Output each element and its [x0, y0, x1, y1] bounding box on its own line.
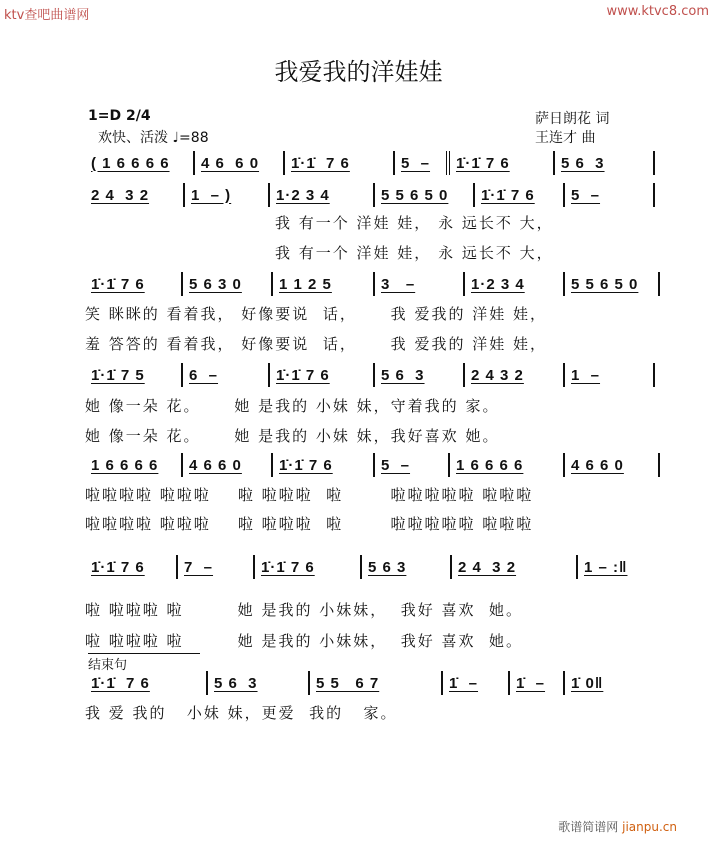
- tempo-marking: 欢快、活泼 ♩=88: [98, 130, 209, 146]
- measure: 1 6 6 6 6: [85, 453, 183, 477]
- measure: 2 4 3 2: [85, 183, 185, 207]
- lyric-line: 笑 眯眯的 看着我， 好像要说 话， 我 爱我的 洋娃 娃，: [85, 305, 547, 323]
- measure: 2 4 3 2: [452, 555, 578, 579]
- measure: 1̇ –: [510, 671, 565, 695]
- lyric-line: 啦啦啦啦 啦啦啦 啦 啦啦啦 啦 啦啦啦啦啦 啦啦啦: [85, 486, 534, 504]
- measure: 1̇·1̇ 7 6: [85, 555, 178, 579]
- measure: 7 –: [178, 555, 255, 579]
- measure: 5 –: [565, 183, 655, 207]
- notation-row: [85, 555, 655, 579]
- ending-phrase-label: 结束句: [88, 653, 200, 673]
- measure: 5 6 3: [208, 671, 310, 695]
- lyricist-credit: 萨日朗花 词: [535, 111, 610, 127]
- measure: 5 6 3 0: [183, 272, 273, 296]
- measure: 1̇·1̇ 7 6: [285, 151, 395, 175]
- lyric-line: 羞 答答的 看着我， 好像要说 话， 我 爱我的 洋娃 娃，: [85, 335, 547, 353]
- watermark-left: ktv查吧曲谱网: [4, 8, 90, 23]
- composer-credit: 王连才 曲: [535, 130, 596, 146]
- lyric-line: 啦 啦啦啦 啦 她 是我的 小妹妹， 我好 喜欢 她。: [85, 632, 524, 650]
- measure: 1̇·1̇ 7 6: [450, 151, 555, 175]
- measure: 1·2 3 4: [465, 272, 565, 296]
- measure: 6 –: [183, 363, 270, 387]
- measure: 1̇ –: [443, 671, 510, 695]
- lyric-line: 她 像一朵 花。 她 是我的 小妹 妹，我好喜欢 她。: [85, 427, 500, 445]
- measure: 4 6 6 0: [565, 453, 660, 477]
- footer-en: jianpu.cn: [622, 820, 677, 834]
- song-title: 我爱我的洋娃娃: [274, 58, 443, 86]
- measure: 5 –: [395, 151, 450, 175]
- measure: 3 –: [375, 272, 465, 296]
- measure: 1̇·1̇ 7 6: [475, 183, 565, 207]
- footer-watermark: [558, 818, 677, 835]
- measure: 1̇·1̇ 7 6: [270, 363, 375, 387]
- measure: 1 –: [565, 363, 655, 387]
- lyric-line: 啦啦啦啦 啦啦啦 啦 啦啦啦 啦 啦啦啦啦啦 啦啦啦: [85, 515, 534, 533]
- measure: 1̇·1̇ 7 6: [255, 555, 362, 579]
- lyric-line: 我 有一个 洋娃 娃， 永 远长不 大，: [275, 214, 554, 232]
- notation-row: [85, 183, 655, 207]
- measure: 5 6 3: [362, 555, 452, 579]
- notation-row: [85, 671, 630, 695]
- measure: 1̇·1̇ 7 6: [85, 671, 208, 695]
- measure: 1̇·1̇ 7 6: [273, 453, 375, 477]
- measure: ( 1 6 6 6 6: [85, 151, 195, 175]
- measure: 5 6 3: [375, 363, 465, 387]
- measure: 4 6 6 0: [195, 151, 285, 175]
- measure: 1 1 2 5: [273, 272, 375, 296]
- lyric-line: 她 像一朵 花。 她 是我的 小妹 妹，守着我的 家。: [85, 397, 500, 415]
- measure: 5 6 3: [555, 151, 655, 175]
- notation-row: [85, 272, 660, 296]
- measure: 1 6 6 6 6: [450, 453, 565, 477]
- footer-cn: 歌谱简谱网: [558, 820, 619, 834]
- measure: 1̇·1̇ 7 6: [85, 272, 183, 296]
- measure: 5 5 6 5 0: [565, 272, 660, 296]
- measure: 5 5 6 7: [310, 671, 443, 695]
- measure: 5 –: [375, 453, 450, 477]
- measure: 2 4 3 2: [465, 363, 565, 387]
- key-signature: 1=D 2/4: [88, 108, 151, 124]
- watermark-right: www.ktvc8.com: [606, 4, 709, 19]
- measure: 1 – :‖: [584, 558, 628, 576]
- notation-row: [85, 363, 655, 387]
- notation-row: [85, 151, 655, 175]
- measure: 1·2 3 4: [270, 183, 375, 207]
- notation-row: [85, 453, 660, 477]
- lyric-line: 我 有一个 洋娃 娃， 永 远长不 大，: [275, 244, 554, 262]
- lyric-line: 我 爱 我的 小妹 妹，更爱 我的 家。: [85, 704, 398, 722]
- measure: 4 6 6 0: [183, 453, 273, 477]
- measure: 1 – ): [185, 183, 270, 207]
- measure: 5 5 6 5 0: [375, 183, 475, 207]
- measure: 1̇·1̇ 7 5: [85, 363, 183, 387]
- measure: 1̇ 0‖: [571, 674, 604, 692]
- lyric-line: 啦 啦啦啦 啦 她 是我的 小妹妹， 我好 喜欢 她。: [85, 601, 524, 619]
